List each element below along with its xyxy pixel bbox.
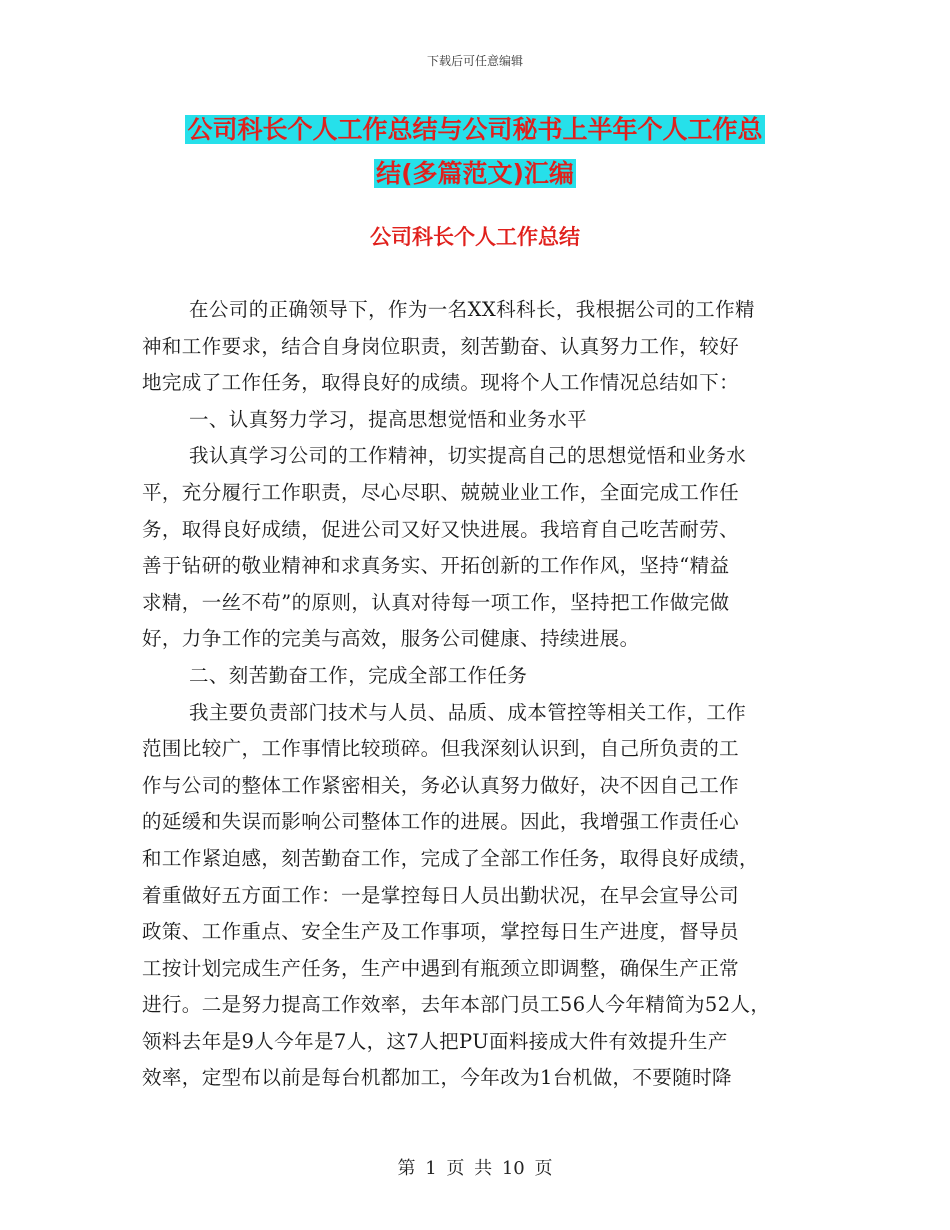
body-text <box>142 295 822 1100</box>
subheading-line: 一、认真努力学习，提高思想觉悟和业务水平 <box>189 407 588 431</box>
paragraph-line: 神和工作要求，结合自身岗位职责，刻苦勤奋、认真努力工作，较好 <box>142 334 740 358</box>
paragraph-line: 求精，一丝不苟”的原则，认真对待每一项工作，坚持把工作做完做 <box>142 590 730 614</box>
section-title: 公司科长个人工作总结 <box>370 225 580 249</box>
paragraph-line: 的延缓和失误而影响公司整体工作的进展。因此，我增强工作责任心 <box>142 810 740 834</box>
paragraph-line: 政策、工作重点、安全生产及工作事项，掌控每日生产进度，督导员 <box>142 920 740 944</box>
paragraph-line: 善于钻研的敬业精神和求真务实、开拓创新的工作作风，坚持“精益 <box>142 554 730 578</box>
paragraph-line: 务，取得良好成绩，促进公司又好又快进展。我培育自己吃苦耐劳、 <box>142 517 740 541</box>
paragraph-line: 和工作紧迫感，刻苦勤奋工作，完成了全部工作任务，取得良好成绩， <box>142 846 759 870</box>
paragraph-line: 范围比较广，工作事情比较琐碎。但我深刻认识到，自己所负责的工 <box>142 737 740 761</box>
paragraph-line: 地完成了工作任务，取得良好的成绩。现将个人工作情况总结如下： <box>142 371 740 395</box>
document-title-line-1: 公司科长个人工作总结与公司秘书上半年个人工作总 <box>187 115 763 144</box>
page-header-note: 下载后可任意编辑 <box>426 54 523 68</box>
paragraph-line: 我认真学习公司的工作精神，切实提高自己的思想觉悟和业务水 <box>189 444 747 468</box>
document-title-line-2: 结(多篇范文)汇编 <box>376 159 574 188</box>
page-footer: 第 1 页 共 10 页 <box>397 1158 553 1179</box>
paragraph-line: 平，充分履行工作职责，尽心尽职、兢兢业业工作，全面完成工作任 <box>142 480 740 504</box>
paragraph-line: 进行。二是努力提高工作效率，去年本部门员工56人今年精简为52人， <box>142 993 771 1017</box>
paragraph-line: 我主要负责部门技术与人员、品质、成本管控等相关工作，工作 <box>189 700 747 724</box>
paragraph-line: 领料去年是9人今年是7人，这7人把PU面料接成大件有效提升生产 <box>142 1029 728 1053</box>
paragraph-line: 工按计划完成生产任务，生产中遇到有瓶颈立即调整，确保生产正常 <box>142 956 740 980</box>
paragraph-line: 效率，定型布以前是每台机都加工，今年改为1台机做，不要随时降 <box>142 1066 732 1090</box>
subheading-line: 二、刻苦勤奋工作，完成全部工作任务 <box>189 663 528 687</box>
paragraph-line: 在公司的正确领导下，作为一名XX科科长，我根据公司的工作精 <box>189 298 755 321</box>
paragraph-line: 好，力争工作的完美与高效，服务公司健康、持续进展。 <box>142 627 640 651</box>
paragraph-line: 着重做好五方面工作：一是掌控每日人员出勤状况，在早会宣导公司 <box>142 883 740 907</box>
paragraph-line: 作与公司的整体工作紧密相关，务必认真努力做好，决不因自己工作 <box>142 773 740 797</box>
document-title <box>140 108 810 196</box>
